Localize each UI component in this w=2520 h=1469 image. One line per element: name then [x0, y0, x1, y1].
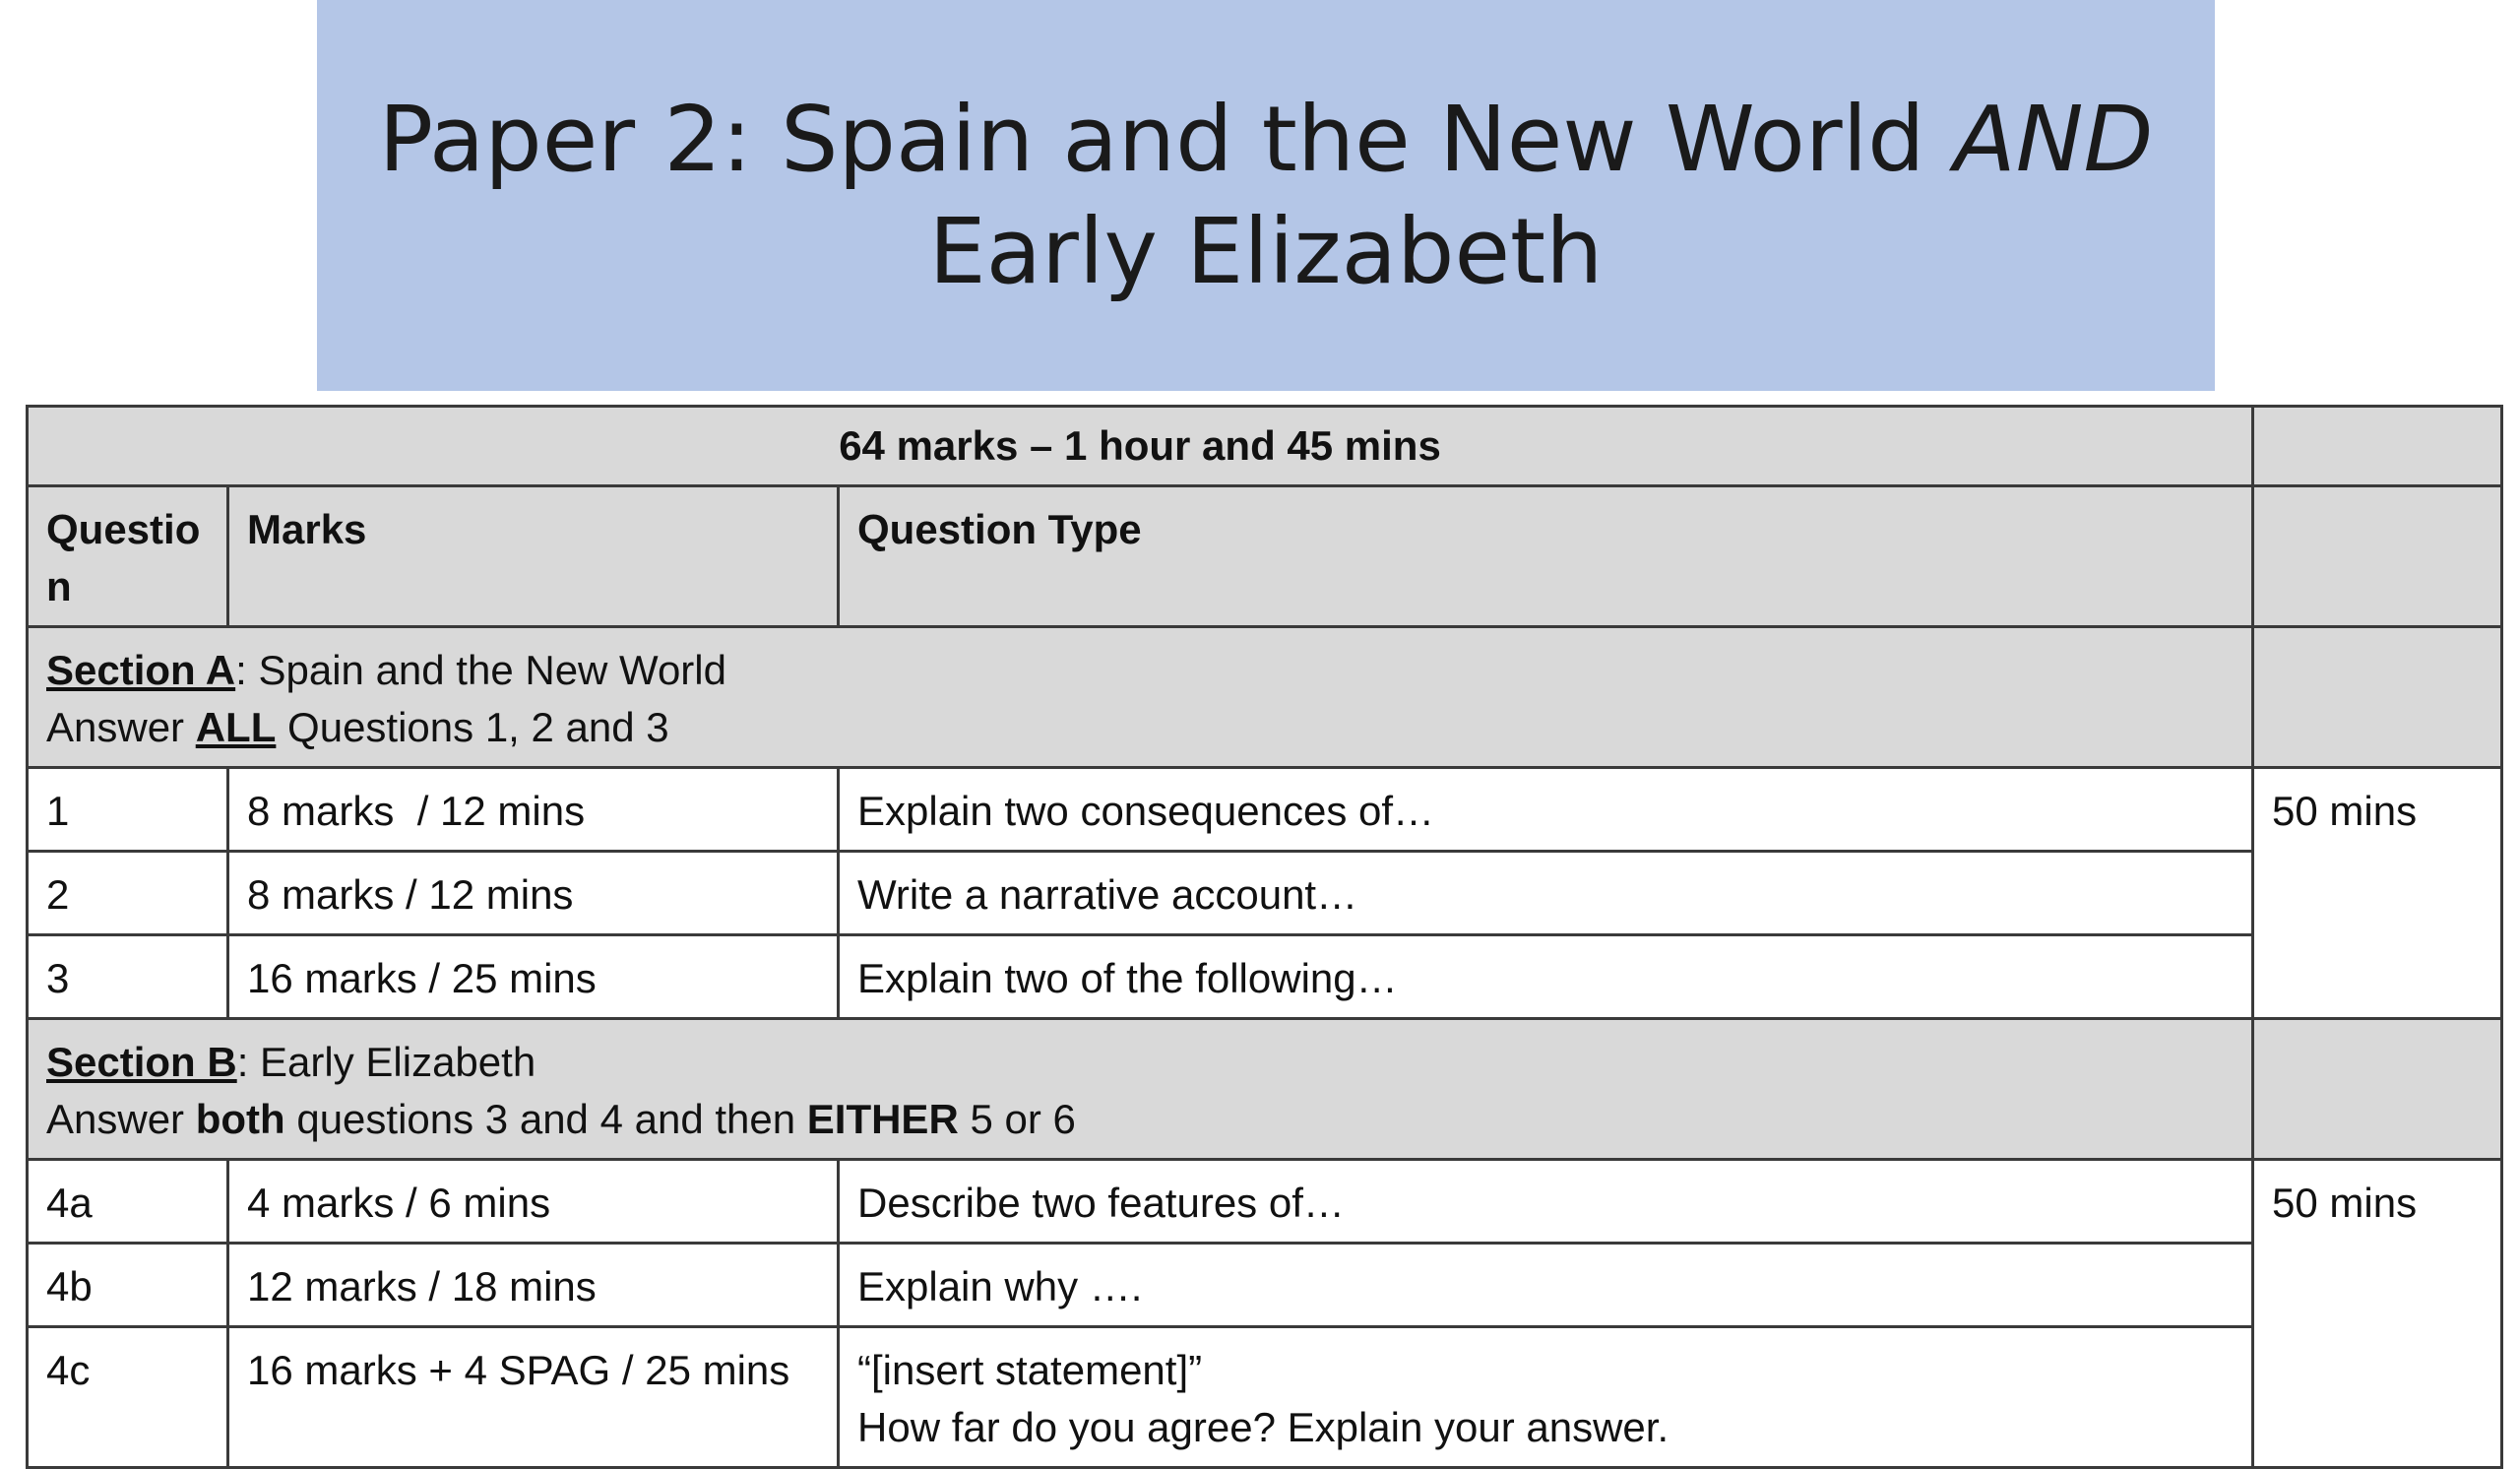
exam-structure-table — [26, 405, 2503, 1469]
section-b-instr-pre: Answer — [46, 1096, 196, 1142]
section-b-instr-mid: questions 3 and 4 and then — [284, 1096, 807, 1142]
question-marks: 8 marks / 12 mins — [228, 768, 839, 852]
header-marks: Marks — [228, 486, 839, 627]
section-b-instr-bold-either: EITHER — [806, 1096, 959, 1142]
question-number: 4b — [28, 1244, 228, 1327]
header-type: Question Type — [839, 486, 2253, 627]
header-question: Question — [28, 486, 228, 627]
section-a-instruction — [46, 699, 2234, 756]
question-number: 1 — [28, 768, 228, 852]
question-marks: 16 marks + 4 SPAG / 25 mins — [228, 1327, 839, 1468]
section-b-instr-post: 5 or 6 — [958, 1096, 1076, 1142]
section-a-time: 50 mins — [2253, 768, 2502, 1019]
section-b-time: 50 mins — [2253, 1160, 2502, 1468]
section-b-title: : Early Elizabeth — [236, 1039, 536, 1085]
section-a-instr-pre: Answer — [46, 704, 196, 750]
question-type-statement: “[insert statement]” — [857, 1347, 1203, 1393]
title-italic-and: AND — [1953, 86, 2154, 192]
question-type: Explain two of the following… — [839, 935, 2253, 1019]
question-type: Describe two features of… — [839, 1160, 2253, 1244]
question-marks: 12 marks / 18 mins — [228, 1244, 839, 1327]
question-marks: 8 marks / 12 mins — [228, 852, 839, 935]
summary-cell: 64 marks – 1 hour and 45 mins — [28, 407, 2253, 486]
question-number: 4c — [28, 1327, 228, 1468]
question-marks: 4 marks / 6 mins — [228, 1160, 839, 1244]
table-row — [28, 1160, 2502, 1244]
section-b-cell — [28, 1019, 2253, 1160]
question-type-prompt: How far do you agree? Explain your answer. — [857, 1404, 1670, 1450]
table-row — [28, 1244, 2502, 1327]
question-type: Explain two consequences of… — [839, 768, 2253, 852]
section-a-instr-bold: ALL — [195, 704, 277, 750]
title-banner — [317, 0, 2215, 391]
question-type: Explain why …. — [839, 1244, 2253, 1327]
section-a-label: Section A — [46, 647, 236, 693]
summary-empty-cell — [2253, 407, 2502, 486]
question-type — [839, 1327, 2253, 1468]
table-row — [28, 935, 2502, 1019]
question-number: 2 — [28, 852, 228, 935]
header-row — [28, 486, 2502, 627]
title-main-text: Paper 2: Spain and the New World — [378, 86, 1954, 192]
section-b-instruction — [46, 1091, 2234, 1148]
section-b-label: Section B — [46, 1039, 237, 1085]
section-b-instr-bold-both: both — [195, 1096, 285, 1142]
section-a-instr-post: Questions 1, 2 and 3 — [276, 704, 669, 750]
title-line-1 — [379, 84, 2154, 196]
question-type: Write a narrative account… — [839, 852, 2253, 935]
table-row — [28, 1327, 2502, 1468]
section-a-title: : Spain and the New World — [235, 647, 726, 693]
section-a-cell — [28, 627, 2253, 768]
summary-row — [28, 407, 2502, 486]
table-row — [28, 768, 2502, 852]
section-a-empty-cell — [2253, 627, 2502, 768]
header-empty-cell — [2253, 486, 2502, 627]
question-marks: 16 marks / 25 mins — [228, 935, 839, 1019]
section-b-heading — [46, 1034, 2234, 1091]
section-b-row — [28, 1019, 2502, 1160]
title-line-2: Early Elizabeth — [928, 198, 1604, 304]
section-b-empty-cell — [2253, 1019, 2502, 1160]
section-a-heading — [46, 642, 2234, 699]
table-row — [28, 852, 2502, 935]
question-number: 3 — [28, 935, 228, 1019]
question-number: 4a — [28, 1160, 228, 1244]
section-a-row — [28, 627, 2502, 768]
